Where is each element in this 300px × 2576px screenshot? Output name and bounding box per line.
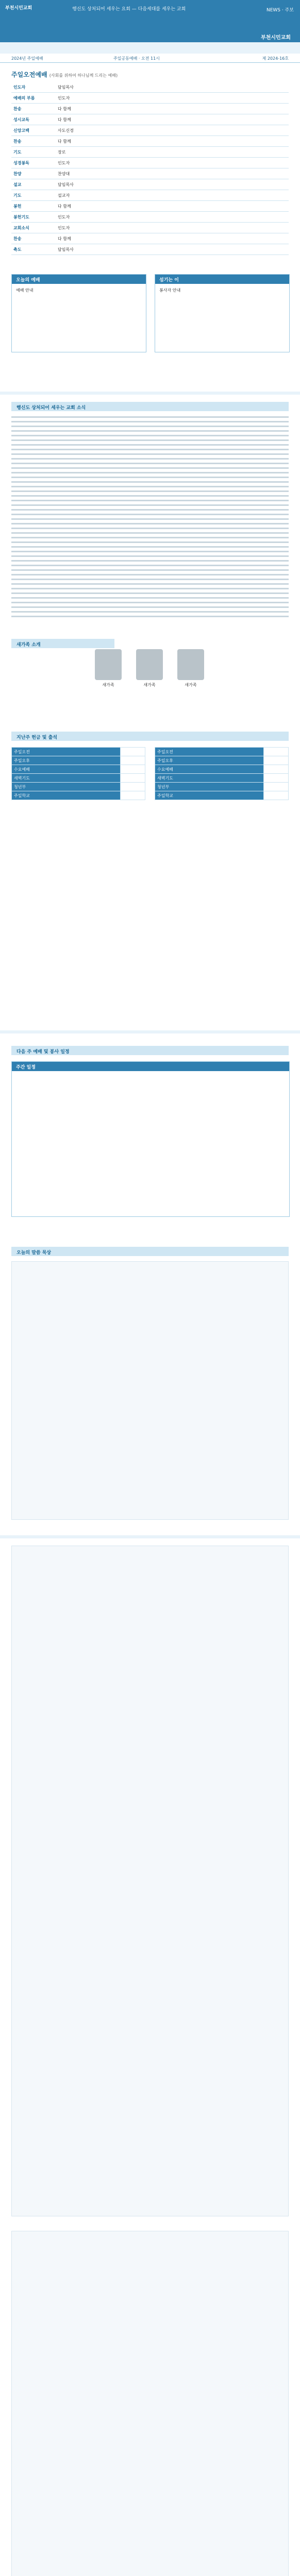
stats-row [12,791,145,800]
dateline-right: 제 2024-16호 [262,56,289,61]
worship-info-body: 예배 안내 [16,288,34,293]
stats-row [155,791,289,800]
stats-row [155,756,289,765]
stats-row [12,774,145,783]
order-item-value: 설교자 [56,190,289,201]
order-item-value: 다 함께 [56,114,289,125]
stats-row [155,748,289,756]
stats-value [264,783,289,791]
dateline-left: 2024년 주일예배 [11,56,43,61]
column-box [11,1546,289,2216]
stats-value [264,791,289,800]
order-row [11,147,289,158]
schedule-title: 다음 주 예배 및 봉사 일정 [11,1046,289,1055]
top-bar [0,0,300,18]
stats-value [121,756,145,765]
stats-label: 청년부 [155,783,264,791]
order-row [11,136,289,147]
reading-title: 오늘의 말씀 묵상 [11,1247,289,1256]
stats-row [155,774,289,783]
order-item-value: 찬양대 [56,168,289,179]
servants-body: 봉사자 안내 [159,288,181,293]
stats-value [121,783,145,791]
order-item-label: 봉헌기도 [11,212,56,223]
order-row [11,93,289,104]
banner-wave [0,42,300,54]
order-row [11,114,289,125]
member-photo [136,649,163,680]
order-item-value: 담임목사 [56,82,289,93]
news-title: 행신도 상처되어 세우는 교회 소식 [11,402,289,411]
stats-row [12,783,145,791]
stats-label: 주일학교 [155,791,264,800]
order-row [11,233,289,244]
member-name: 새가족 [102,683,114,687]
divider [0,392,300,395]
order-item-label: 교회소식 [11,223,56,233]
stats-value [121,774,145,783]
church-slogan: 행신도 상처되어 세우는 요회 — 다음세대를 세우는 교회 [72,7,186,12]
order-title [11,70,289,79]
order-item-value: 다 함께 [56,136,289,147]
member-card [134,649,165,688]
schedule-sub: 주간 일정 [12,1062,289,1071]
member-name: 새가족 [143,683,156,687]
order-subtitle: (사회를 위하여 하나님께 드리는 예배) [49,73,118,78]
dateline-middle: 주일공동예배 · 오전 11시 [113,56,160,61]
schedule-section [0,1046,300,1231]
order-row [11,212,289,223]
order-item-label: 인도자 [11,82,56,93]
servants-title: 섬기는 이 [155,275,289,284]
order-item-value: 담임목사 [56,244,289,255]
order-item-label: 찬송 [11,233,56,244]
news-text-lines [11,416,289,620]
stats-value [264,774,289,783]
order-item-value: 인도자 [56,158,289,168]
divider [0,1535,300,1538]
order-of-worship [0,67,300,273]
stats-label: 주일오후 [12,756,121,765]
new-members-title: 새가족 소개 [11,639,114,648]
divider [0,1030,300,1033]
stats-table-right [155,747,289,800]
member-photo [95,649,122,680]
order-item-value: 사도신경 [56,125,289,136]
order-row [11,125,289,136]
order-item-value: 다 함께 [56,233,289,244]
order-row [11,168,289,179]
banner [0,18,300,54]
order-table [11,82,289,255]
order-item-label: 축도 [11,244,56,255]
member-photo [177,649,204,680]
reading-box [11,1261,289,1520]
stats-row [12,748,145,756]
stats-row [155,765,289,774]
stats-label: 주일오전 [155,748,264,756]
order-item-value: 장로 [56,147,289,158]
stats-label: 수요예배 [12,765,121,774]
stats-section [0,732,300,989]
order-row [11,179,289,190]
schedule-box [11,1061,290,1217]
order-row [11,223,289,233]
stats-row [155,783,289,791]
order-item-value: 담임목사 [56,179,289,190]
stats-row [12,765,145,774]
stats-label: 주일오전 [12,748,121,756]
order-item-label: 설교 [11,179,56,190]
order-item-value: 인도자 [56,212,289,223]
stats-label: 수요예배 [155,765,264,774]
order-item-label: 기도 [11,190,56,201]
order-item-label: 봉헌 [11,201,56,212]
stats-row [12,756,145,765]
stats-label: 청년부 [12,783,121,791]
order-item-value: 인도자 [56,223,289,233]
order-item-label: 찬송 [11,104,56,114]
member-card [175,649,206,688]
dateline [0,54,300,63]
stats-value [121,791,145,800]
order-item-value: 다 함께 [56,104,289,114]
stats-value [264,765,289,774]
order-item-label: 성경봉독 [11,158,56,168]
stats-label: 주일학교 [12,791,121,800]
stats-value [121,765,145,774]
member-name: 새가족 [185,683,197,687]
order-row [11,104,289,114]
order-row [11,190,289,201]
order-item-label: 기도 [11,147,56,158]
worship-info-title: 오늘의 예배 [12,275,146,284]
stats-label: 새벽기도 [12,774,121,783]
stats-label: 주일오후 [155,756,264,765]
member-card [93,649,124,688]
stats-value [264,756,289,765]
order-row [11,158,289,168]
order-row [11,201,289,212]
stats-value [121,748,145,756]
band-name: NEWS · 주보 [266,8,294,13]
church-logo: 부천시민교회 [5,6,32,11]
servants-box [155,274,290,352]
new-members-section [0,639,300,716]
stats-label: 새벽기도 [155,774,264,783]
column-box-2 [11,2231,289,2576]
order-item-value: 인도자 [56,93,289,104]
order-item-label: 성시교독 [11,114,56,125]
stats-value [264,748,289,756]
info-section [0,274,300,387]
order-row [11,244,289,255]
order-row [11,82,289,93]
banner-tagline: 부천시민교회 [261,35,291,41]
order-item-value: 다 함께 [56,201,289,212]
worship-info-box [11,274,146,352]
order-item-label: 예배의 부름 [11,93,56,104]
stats-table-left [11,747,145,800]
order-title-text: 주일오전예배 [11,71,47,78]
order-item-label: 신앙고백 [11,125,56,136]
order-item-label: 찬양 [11,168,56,179]
stats-title: 지난주 헌금 및 출석 [11,732,289,741]
order-item-label: 찬송 [11,136,56,147]
